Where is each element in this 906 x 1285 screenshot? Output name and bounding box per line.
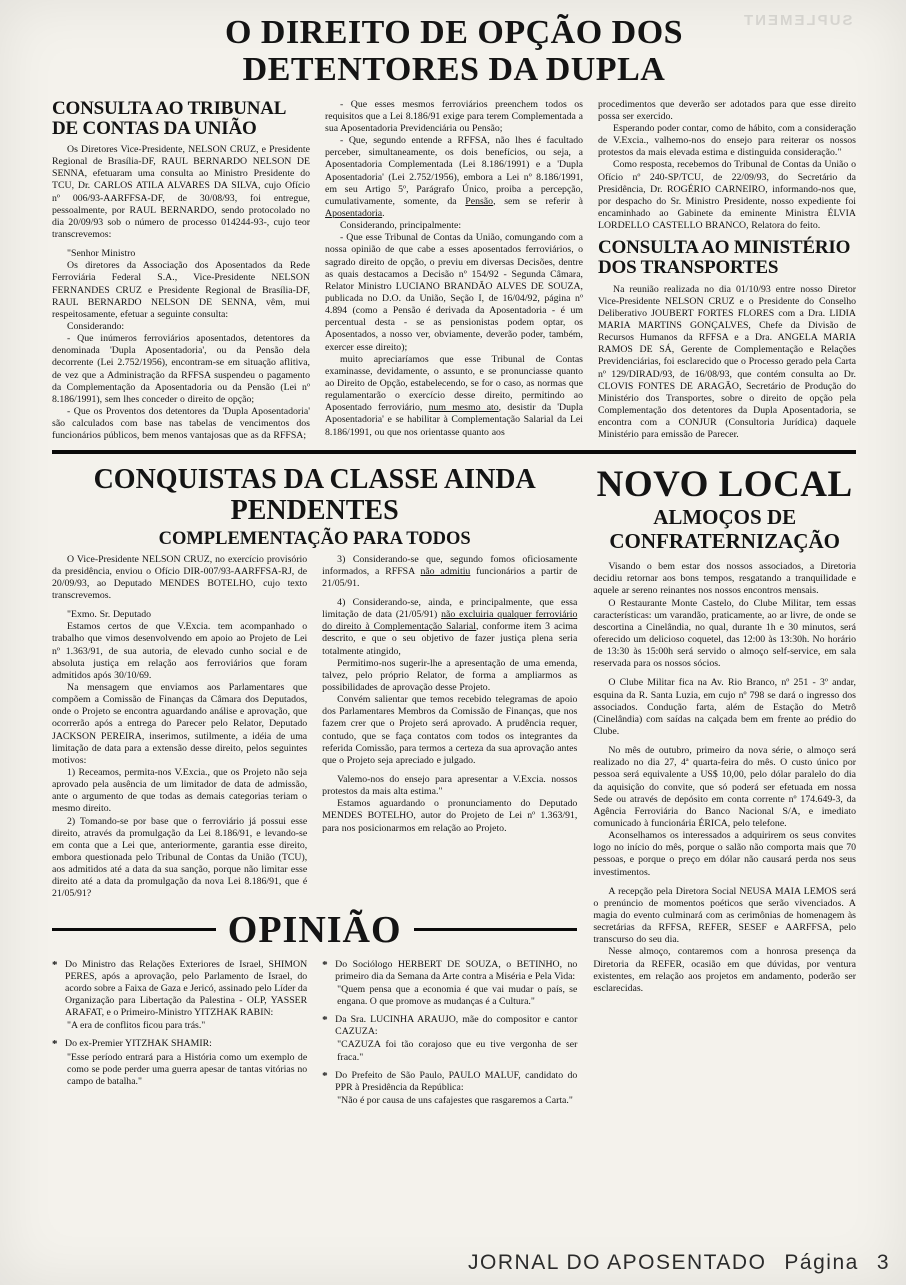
conquistas-headline	[52, 464, 577, 527]
paragraph: Como resposta, recebemos do Tribunal de Contas da União o Ofício nº 240-SP/TCU, de 22/09/93, do Secretário da Presidência, Dr. ROGÉRIO CARNEIRO, informando-nos que, por despacho do Sr. Ministro Presidente, nosso expediente foi encaminhado ao Gabinete da eminente Ministra ÉLVIA LORDELLO CASTELLO BRANCO, Relatora do feito.	[598, 159, 856, 232]
paragraph: - Que inúmeros ferroviários aposentados, detentores da denominada 'Dupla Aposentadoria', ou da Pensão dela decorrente (Lei 2.752/1956), encontram-se em situação aflitiva, de vez que a Administração da RFFSA suspendeu o pagamento da Complementação da Aposentadoria ou da Pensão (Lei nº 8.186/1991), sem lhes conceder o direito de opção;	[52, 333, 310, 405]
opiniao-right-rule	[414, 928, 578, 931]
column-middle	[325, 99, 583, 443]
paragraph: Valemo-nos do ensejo para apresentar a V.Excia. nossos protestos da mais alta estima."	[322, 774, 578, 798]
paragraph: Esperando poder contar, como de hábito, com a consideração de V.Excia., valhemo-nos do ensejo para reiterar os nossos protestos da mais elevada estima e distinguida consideração."	[598, 123, 856, 159]
paragraph: - Que, segundo entende a RFFSA, não lhes é facultado perceber, simultaneamente, os dois benefícios, ou seja, a Aposentadoria Complementada (Lei 8.186/1991) e a 'Dupla Aposentadoria' (Lei 2.752/1956), embora a Lei nº 8.186/1991, em seu Artigo 5º, Parágrafo Único, proiba a percepção, cumulativamente, somente, da Pensão, sem se referir à Aposentadoria.	[325, 135, 583, 220]
paragraph: 2) Tomando-se por base que o ferroviário já possui esse direito, através da promulgação da Lei 8.186/91, e levando-se em conta que a Lei que, anteriormente, garantia esse direito, embora questionada pelo Tribunal de Contas da União (TCU), aos admitidos até a data da sua sanção, porque não limitar esse direito até a data da promulgação da nova Lei 8.186/91, que é 21/05/91?	[52, 815, 308, 900]
paragraph: O Restaurante Monte Castelo, do Clube Militar, tem essas características: um varandão, praticamente, ao ar livre, de onde se descortina a Cinelândia, no qual, durante 1h e 30 minutos, será oferecido um delicioso coquetel, das 12:00 às 13:30h. No horário de 13:30 às 15:00h será servido o almoço self-service, em sala reservada para os nossos sócios.	[593, 597, 856, 670]
novo-local-subhead-line1: ALMOÇOS DE	[653, 504, 797, 529]
paragraph: Convém salientar que temos recebido telegramas de apoio dos Parlamentares Membros da Comissão de Finanças, que nos fazem crer que o Projeto será aprovado. A prudência requer, contudo, que se faça contatos com todos os integrantes da referida Comissão, para termos a certeza da sua aprovação antes que o Projeto seja apreciado e julgado.	[322, 694, 578, 766]
opinion-item	[52, 959, 307, 1033]
heading-consulta-ministerio: CONSULTA AO MINISTÉRIO DOS TRANSPORTES	[598, 237, 851, 279]
page-footer	[468, 1251, 890, 1275]
opiniao-column-right	[322, 953, 577, 1108]
opinion-source: Do ex-Premier YITZHAK SHAMIR:	[65, 1038, 212, 1050]
paragraph: procedimentos que deverão ser adotados para que esse direito possa ser exercido.	[598, 98, 856, 122]
article-opiniao	[52, 908, 578, 1108]
paragraph: Visando o bem estar dos nossos associados, a Diretoria decidiu retornar aos bons tempos, resgatando a tranquilidade e aquele ar sereno reinantes nos nossos encontros mensais.	[593, 561, 856, 597]
asterisk-bullet-icon: *	[322, 1014, 328, 1027]
paragraph: 4) Considerando-se, ainda, e principalmente, que essa limitação de data (21/05/91) não excluiria qualquer ferroviário do direito à Complementação Salarial, conforme item 3 acima descrito, e que o seu objetivo de fazer justiça plena seria totalmente atingido,	[322, 597, 578, 657]
column-middle-text	[325, 99, 583, 439]
opiniao-column-left	[52, 953, 307, 1108]
conquistas-column-left	[52, 554, 307, 901]
opinion-quote: "Não é por causa de uns cafajestes que rasgaremos a Carta."	[337, 1094, 573, 1106]
paragraph: 3) Considerando-se que, segundo fomos oficiosamente informados, a RFFSA não admitiu funcionários a partir de 21/05/91.	[322, 553, 578, 589]
asterisk-bullet-icon: *	[322, 958, 328, 971]
column-tcu-text	[52, 144, 310, 442]
paragraph: O Clube Militar fica na Av. Rio Branco, nº 251 - 3º andar, esquina da R. Santa Luzia, em cujo nº 798 se dará o ingresso dos associados. Condução farta, além de Estação do Metrô (Cinelândia) com saídas na calçada bem em frente ao prédio do Clube.	[593, 677, 856, 738]
article-novo-local	[593, 460, 856, 995]
paragraph: O Vice-Presidente NELSON CRUZ, no exercício provisório da presidência, enviou o Ofício DIR-007/93-AARFFSA-RJ, de 20/09/93, ao Deputado MENDES BOTELHO, cujo texto transcrevemos.	[52, 553, 308, 602]
paragraph: 1) Receamos, permita-nos V.Excia., que os Projeto não seja aprovado pela ausência de um limitador de data de admissão, ante o argumento de que todas as demais categorias teriam o mesmo direito.	[52, 767, 308, 815]
paragraph: Considerando, principalmente:	[340, 220, 462, 232]
paragraph: Na reunião realizada no dia 01/10/93 entre nosso Diretor Vice-Presidente NELSON CRUZ e o Presidente do Conselho Deliberativo JOUBERT FORTES FLORES com a Dra. LIDIA MARIA MARTINS GONÇALVES, Chefe da Divisão de Recursos Humanos da RFFSA e a Dra. ANGELA MARIA RAMOS DE SÁ, Gerente de Complementação e Relações Previdenciárias, foi esclarecido que o Processo gerado pela Carta nº 129/DIRAD/93, de 16/08/93, que contém consulta ao Dr. CLOVIS FONTES DE ARAGÃO, Secretário de Produção do Ministério dos Transportes, sobre o direito de opção pela Complementação dos detentores da Dupla Aposentadoria, se encontra com a CONJUR (Consultoria Jurídica) daquele Ministério para emissão de Parecer.	[598, 283, 856, 441]
paragraph: Aconselhamos os interessados a adquirirem os seus convites logo no início do mês, porque o salão não comporta mais que 70 pessoas, e porque o preço em dólar não causará perda nos seus investimentos.	[593, 830, 856, 878]
opinion-source: Do Sociólogo HERBERT DE SOUZA, o BETINHO, no primeiro dia da Semana da Arte contra a Miséria e Pela Vida:	[335, 958, 578, 982]
paragraph: - Que os Proventos dos detentores da 'Dupla Aposentadoria' são calculados com base nas tabelas de vencimentos dos funcionários públicos, bem menos vantajosas que as da RFFSA;	[52, 405, 310, 442]
novo-local-subhead-line2: CONFRATERNIZAÇÃO	[609, 529, 840, 554]
opinion-quote: "CAZUZA foi tão corajoso que eu tive vergonha de ser fraca."	[337, 1039, 578, 1063]
opiniao-headline: OPINIÃO	[227, 908, 402, 951]
page-label: Página	[784, 1251, 859, 1274]
opinion-source: Do Ministro das Relações Exteriores de Israel, SHIMON PERES, após a aprovação, pelo Parlamento de Israel, do acordo sobre a Faixa de Gaza e Jericó, assinado pelo Líder da Organização para Libertação da Palestina - OLP, YASSER ARAFAT, e o Primeiro-Ministro YITZHAK RABIN:	[65, 958, 308, 1019]
main-headline	[52, 14, 856, 89]
paragraph: Os diretores da Associação dos Aposentados da Rede Ferroviária Federal S.A., Vice-Presidente NELSON FERNANDES CRUZ e Presidente Regional de Brasília-DF, RAUL BERNARDO NELSON DE SENNA, vêm, mui respeitosamente, efetuar a seguinte consulta:	[52, 260, 310, 320]
novo-local-subhead	[593, 505, 856, 553]
conquistas-column-right	[322, 554, 577, 901]
conquistas-headline-line2: PENDENTES	[230, 495, 399, 527]
column-right	[598, 99, 856, 443]
section-divider	[52, 450, 856, 454]
opiniao-left-rule	[52, 928, 216, 931]
column-tcu	[52, 99, 310, 443]
paragraph: Considerando:	[67, 321, 125, 332]
paragraph: Os Diretores Vice-Presidente, NELSON CRUZ, e Presidente Regional de Brasília-DF, RAUL BERNARDO NELSON DE SENNA, efetuaram uma consulta ao Ministro Presidente do TCU, Dr. CARLOS ATILA ALVARES DA SILVA, cujo Ofício nº 006/93-AARFFSA-DF, de 30/08/93, foi entregue, pessoalmente, por RAUL BERNARDO, sendo protocolado no dia 20/09/93 sob o número de processo 014244-93-, cujo teor transcrevemos:	[52, 144, 310, 241]
main-headline-line2: DETENTORES DA DUPLA	[242, 51, 666, 89]
paragraph: "Exmo. Sr. Deputado	[67, 609, 152, 621]
asterisk-bullet-icon: *	[52, 1038, 58, 1051]
paragraph: "Senhor Ministro	[67, 248, 136, 260]
paper-name: JORNAL DO APOSENTADO	[468, 1251, 767, 1274]
article-direito-de-opcao	[52, 14, 856, 442]
opinion-source: Da Sra. LUCINHA ARAUJO, mãe do compositor e cantor CAZUZA:	[335, 1014, 578, 1038]
paragraph: Estamos aguardando o pronunciamento do Deputado MENDES BOTELHO, autor do Projeto de Lei nº 1.363/91, para nos posicionarmos em relação ao Projeto.	[322, 798, 578, 834]
opinion-item	[322, 1014, 577, 1064]
asterisk-bullet-icon: *	[322, 1069, 328, 1082]
conquistas-headline-line1: CONQUISTAS DA CLASSE AINDA	[93, 463, 536, 495]
heading-consulta-tcu: CONSULTA AO TRIBUNAL DE CONTAS DA UNIÃO	[52, 97, 286, 139]
main-headline-line1: O DIREITO DE OPÇÃO DOS	[224, 14, 684, 51]
novo-local-text	[593, 561, 856, 995]
paragraph: A recepção pela Diretora Social NEUSA MAIA LEMOS será o prenúncio de momentos poéticos que serão vivenciados. A magia do evento culminará com as cerimônias de homenagem às secretárias da RFFSA, REFER, SESEF e AARFFSA, pelo transcurso do seu dia.	[593, 885, 856, 946]
asterisk-bullet-icon: *	[52, 958, 58, 971]
ink-bleed-artifact: SUPLEMENT	[742, 12, 853, 29]
paragraph: No mês de outubro, primeiro da nova série, o almoço será realizado no dia 27, 4ª quarta-feira do mês. O custo único por pessoa será equivalente a US$ 10,00, pelo dólar paralelo do dia da aquisição do convite, que só poderá ser efetuada em nossa Sede ou através de depósito em conta corrente nº 174.649-3, da Agência Ferroviária do Banco Nacional S/A, e imediato comunicado à funcionária ÉRICA, pelo telefone.	[593, 745, 856, 829]
opinion-item	[322, 1070, 577, 1107]
paragraph: - Que esses mesmos ferroviários preenchem todos os requisitos que a Lei 8.186/91 exige para terem Complementada a sua Aposentadoria Previdenciária ou Pensão;	[325, 98, 583, 135]
page-number: 3	[876, 1251, 890, 1274]
opinion-quote: "Esse período entrará para a História como um exemplo de como se pode perder uma guerra apesar de tantas vitórias no campo de batalha."	[67, 1051, 308, 1087]
opinion-item	[52, 1038, 307, 1088]
opinion-source: Do Prefeito de São Paulo, PAULO MALUF, candidato do PPR à Presidência da República:	[335, 1069, 578, 1093]
article-conquistas	[52, 460, 577, 1107]
paragraph: Estamos certos de que V.Excia. tem acompanhado o trabalho que vimos desenvolvendo em apoio ao Projeto de Lei nº 1.363/91, de sua autoria, de elevado cunho social e de absoluta justiça em relação aos ferroviários que foram admitidos após 30/10/69.	[52, 621, 308, 681]
paragraph: Nesse almoço, contaremos com a honrosa presença da Diretoria da REFER, ocasião em que dúvidas, por ventura existentes, em relação aos projetos em andamento, poderão ser esclarecidas.	[593, 946, 856, 994]
novo-local-headline: NOVO LOCAL	[596, 463, 853, 505]
column-right-text-top	[598, 99, 856, 233]
opinion-item	[322, 959, 577, 1009]
opinion-quote: "Quem pensa que a economia é que vai mudar o país, se engana. O que promove as mudanças é a Cultura."	[337, 983, 578, 1007]
paragraph: muito apreciaríamos que esse Tribunal de Contas examinasse, devidamente, o assunto, e se pronunciasse quanto ao Direito de Opção, estabelecendo, se for o caso, as normas que regulamentarão o exercício desse direito, permitindo ao Aposentado ferroviário, num mesmo ato, desistir da 'Dupla Aposentadoria' e se habilitar à Complementação Salarial da Lei 8.186/1991, ou que nos orientasse quanto aos	[325, 353, 584, 438]
paragraph: Permitimo-nos sugerir-lhe a apresentação de uma emenda, talvez, pelo próprio Relator, de forma a ampliarmos as possibilidades de aprovação desse Projeto.	[322, 657, 578, 694]
opinion-quote: "A era de conflitos ficou para trás."	[67, 1020, 206, 1032]
paragraph: Na mensagem que enviamos aos Parlamentares que compõem a Comissão de Finanças da Câmara dos Deputados, onde o Projeto se encontra aguardando análise e aprovação, que ocorrerão após a entrega do Parecer pelo Relator, Deputado JACKSON PEREIRA, inserimos, sutilmente, a idéia de uma limitação de data para a extensão desse direito, pelos seguintes motivos:	[52, 682, 308, 766]
column-right-text-bottom	[598, 284, 856, 442]
conquistas-subhead: COMPLEMENTAÇÃO PARA TODOS	[158, 528, 471, 549]
paragraph: - Que esse Tribunal de Contas da União, comungando com a nossa opinião de que cabe a esses aposentados ferroviários, o sagrado direito de opção, o previu em diversas Decisões, dentre as quais destacamos a Decisão nº 154/92 - Segunda Câmara, Relator Ministro LUCIANO BRANDÃO ALVES DE SOUZA, publicada no D.O. da União, Seção I, de 16/04/92, página nº 4.894 (como a Pensão é derivada da Aposentadoria - é um percentual desta - se as pensionistas podem optar, os Aposentados, a nosso ver, obviamente, deverão poder, também, exercer esse direito);	[325, 232, 583, 353]
